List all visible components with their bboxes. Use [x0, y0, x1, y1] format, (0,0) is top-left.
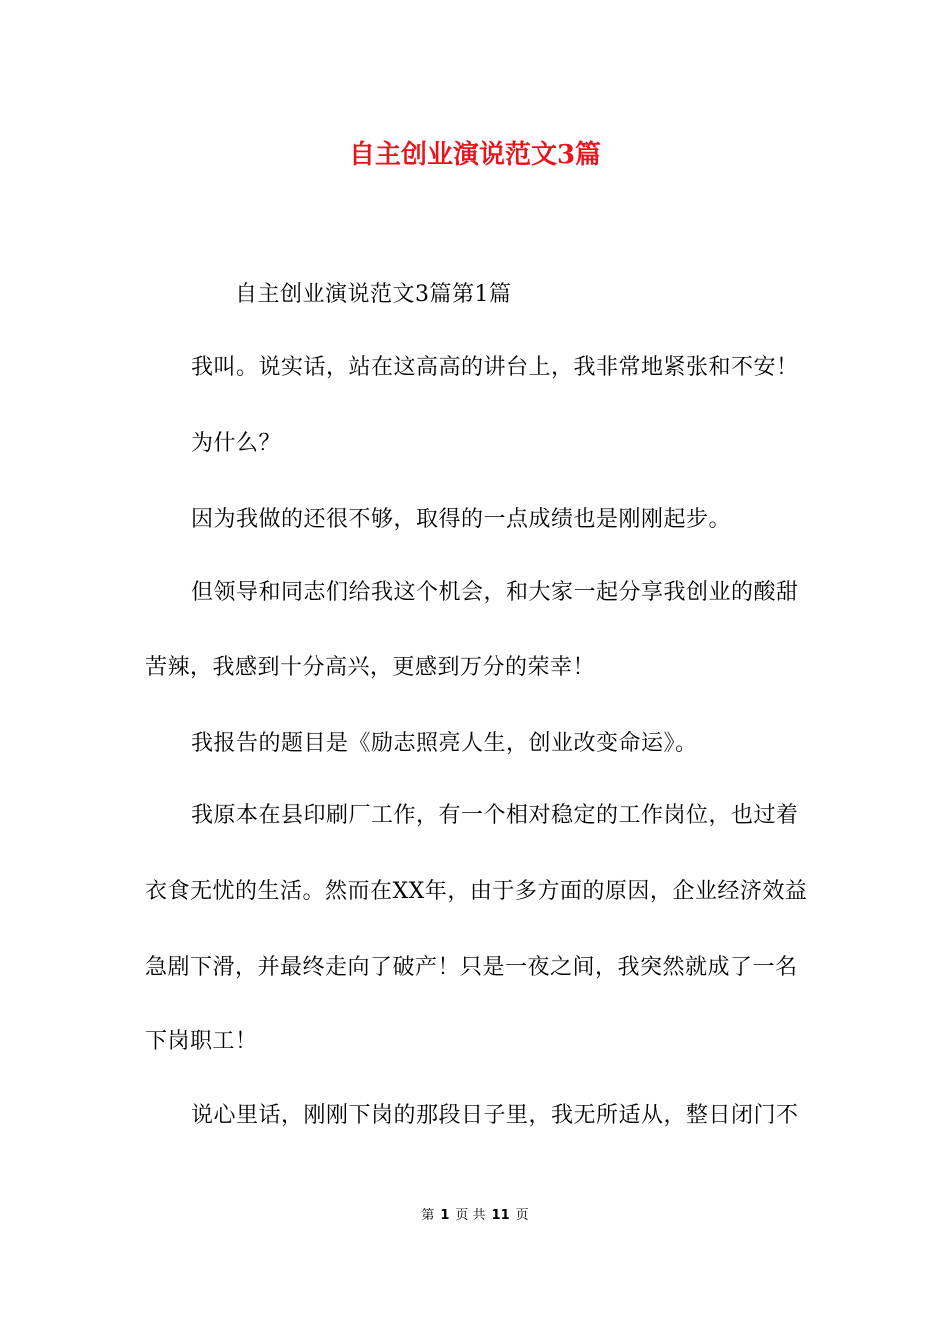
paragraph-line: 为什么？ — [191, 431, 282, 456]
paragraph-line: 因为我做的还很不够，取得的一点成绩也是刚刚起步。 — [191, 507, 732, 532]
footer-middle: 页 共 — [455, 1208, 486, 1223]
document-title: 自主创业演说范文3篇 — [348, 140, 602, 170]
footer-suffix: 页 — [515, 1208, 529, 1223]
paragraph-line: 我原本在县印刷厂工作，有一个相对稳定的工作岗位，也过着 — [191, 803, 799, 828]
page-footer — [0, 1207, 950, 1225]
paragraph-line: 说心里话，刚刚下岗的那段日子里，我无所适从，整日闭门不 — [191, 1103, 799, 1128]
paragraph-line: 急剧下滑，并最终走向了破产！只是一夜之间，我突然就成了一名 — [145, 955, 798, 980]
footer-prefix: 第 — [421, 1208, 435, 1223]
paragraph-line: 衣食无忧的生活。然而在XX年，由于多方面的原因，企业经济效益 — [145, 879, 808, 904]
total-pages-number: 11 — [491, 1208, 510, 1223]
paragraph-line: 我叫。说实话，站在这高高的讲台上，我非常地紧张和不安！ — [191, 355, 799, 380]
paragraph-line: 但领导和同志们给我这个机会，和大家一起分享我创业的酸甜 — [191, 580, 799, 605]
paragraph-line: 苦辣，我感到十分高兴，更感到万分的荣幸！ — [145, 655, 596, 680]
paragraph-line: 我报告的题目是《励志照亮人生，创业改变命运》。 — [191, 731, 698, 756]
section-heading: 自主创业演说范文3篇第1篇 — [235, 282, 512, 307]
current-page-number: 1 — [440, 1208, 450, 1223]
paragraph-line: 下岗职工！ — [145, 1029, 258, 1054]
